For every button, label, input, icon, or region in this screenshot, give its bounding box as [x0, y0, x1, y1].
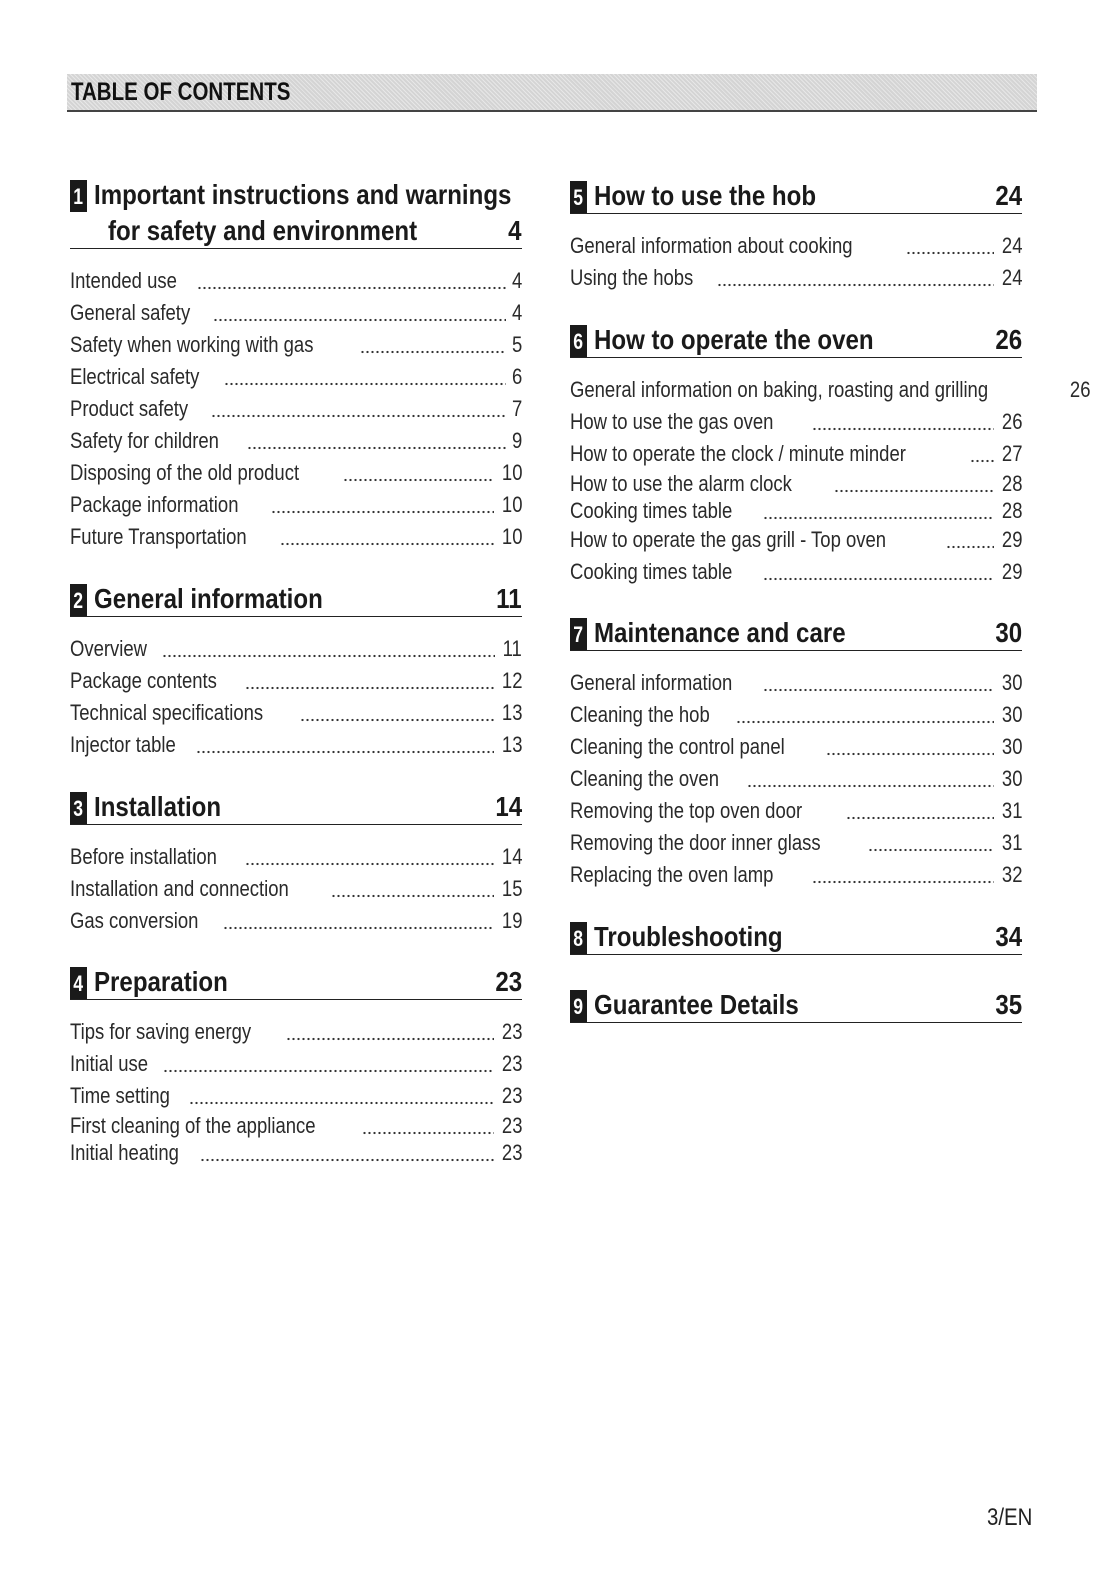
- toc-entry[interactable]: Replacing the oven lamp 32: [570, 862, 1022, 887]
- toc-entry[interactable]: Product safety 7: [70, 396, 522, 421]
- toc-entry[interactable]: Time setting 23: [70, 1083, 522, 1108]
- section-page: 23: [495, 966, 522, 997]
- toc-entry[interactable]: Cooking times table 29: [570, 559, 1022, 584]
- section-page: 14: [495, 791, 522, 822]
- section-title: How to operate the oven: [594, 324, 874, 355]
- section-items: [70, 841, 522, 937]
- toc-entry[interactable]: How to operate the gas grill - Top oven 29: [570, 527, 1022, 552]
- section-number-badge: 3: [70, 792, 87, 824]
- section-heading[interactable]: [70, 788, 522, 825]
- toc-entry[interactable]: Cleaning the control panel 30: [570, 734, 1022, 759]
- toc-section-8: [570, 918, 1022, 955]
- toc-entry[interactable]: Injector table 13: [70, 732, 522, 757]
- toc-section-2: [70, 580, 522, 761]
- section-items: [570, 374, 1091, 588]
- section-title: Troubleshooting: [594, 921, 783, 952]
- section-page: 30: [995, 617, 1022, 648]
- section-heading[interactable]: [70, 963, 522, 1000]
- section-items: [570, 230, 1022, 294]
- section-heading[interactable]: [570, 986, 1022, 1023]
- section-number-badge: 9: [570, 990, 587, 1022]
- section-heading[interactable]: [570, 918, 1022, 955]
- toc-entry[interactable]: Future Transportation 10: [70, 524, 522, 549]
- toc-section-7: [570, 614, 1022, 891]
- section-title: How to use the hob: [594, 180, 817, 211]
- section-page: 11: [496, 583, 522, 614]
- section-number-badge: 8: [570, 922, 587, 954]
- toc-entry[interactable]: Intended use 4: [70, 268, 522, 293]
- toc-entry[interactable]: General safety 4: [70, 300, 522, 325]
- toc-section-5: [570, 177, 1022, 294]
- page-number: 3/EN: [986, 1504, 1032, 1531]
- toc-section-4: [70, 963, 522, 1166]
- section-heading[interactable]: [570, 321, 1022, 358]
- toc-header-bar: [67, 74, 1037, 112]
- toc-entry[interactable]: Safety for children 9: [70, 428, 522, 453]
- toc-entry[interactable]: Overview 11: [70, 636, 522, 661]
- toc-entry[interactable]: Disposing of the old product 10: [70, 460, 522, 485]
- toc-entry[interactable]: Removing the door inner glass 31: [570, 830, 1022, 855]
- section-title: Important instructions and warnings: [94, 179, 512, 210]
- section-title: Maintenance and care: [594, 617, 846, 648]
- section-items: [570, 667, 1022, 891]
- toc-entry[interactable]: General information 30: [570, 670, 1022, 695]
- section-items: [70, 1016, 522, 1166]
- section-title: Guarantee Details: [594, 989, 799, 1020]
- toc-section-3: [70, 788, 522, 937]
- section-title: Preparation: [94, 966, 228, 997]
- toc-entry[interactable]: Cooking times table 28: [570, 497, 1022, 523]
- section-number-badge: 7: [570, 618, 587, 650]
- section-items: [70, 265, 522, 553]
- section-heading[interactable]: [570, 177, 1022, 214]
- toc-entry[interactable]: Package information 10: [70, 492, 522, 517]
- toc-entry[interactable]: Technical specifications 13: [70, 700, 522, 725]
- toc-entry[interactable]: Electrical safety 6: [70, 364, 522, 389]
- toc-header-title: TABLE OF CONTENTS: [71, 78, 291, 106]
- section-page: 4: [508, 215, 522, 246]
- section-page: 35: [995, 989, 1022, 1020]
- section-number-badge: 4: [70, 967, 87, 999]
- section-heading[interactable]: [70, 176, 522, 249]
- toc-entry[interactable]: Initial heating 23: [70, 1139, 522, 1165]
- toc-entry[interactable]: First cleaning of the appliance 23: [70, 1112, 522, 1138]
- toc-entry[interactable]: Tips for saving energy 23: [70, 1019, 522, 1044]
- toc-entry[interactable]: Safety when working with gas 5: [70, 332, 522, 357]
- section-number-badge: 2: [70, 584, 87, 616]
- section-number-badge: 1: [70, 180, 87, 212]
- toc-entry[interactable]: Gas conversion 19: [70, 908, 522, 933]
- toc-entry[interactable]: How to use the gas oven 26: [570, 409, 1022, 434]
- toc-entry[interactable]: How to operate the clock / minute minder 27: [570, 441, 1022, 466]
- toc-entry[interactable]: Package contents 12: [70, 668, 522, 693]
- section-page: 26: [995, 324, 1022, 355]
- toc-entry[interactable]: Cleaning the oven 30: [570, 766, 1022, 791]
- section-title: Installation: [94, 791, 222, 822]
- toc-entry[interactable]: General information on baking, roasting and grilling 26: [570, 377, 1091, 402]
- toc-section-9: [570, 986, 1022, 1023]
- toc-section-1: [70, 176, 522, 553]
- section-title-line2: for safety and environment: [108, 215, 418, 246]
- toc-entry[interactable]: How to use the alarm clock 28: [570, 470, 1022, 496]
- section-number-badge: 5: [570, 181, 587, 213]
- section-page: 34: [995, 921, 1022, 952]
- section-heading[interactable]: [570, 614, 1022, 651]
- section-page: 24: [995, 180, 1022, 211]
- toc-entry[interactable]: Initial use 23: [70, 1051, 522, 1076]
- toc-entry[interactable]: Cleaning the hob 30: [570, 702, 1022, 727]
- toc-section-6: [570, 321, 1091, 588]
- toc-entry[interactable]: General information about cooking 24: [570, 233, 1022, 258]
- toc-entry[interactable]: Removing the top oven door 31: [570, 798, 1022, 823]
- section-heading[interactable]: [70, 580, 522, 617]
- section-title: General information: [94, 583, 323, 614]
- toc-entry[interactable]: Before installation 14: [70, 844, 522, 869]
- section-number-badge: 6: [570, 325, 587, 357]
- section-items: [70, 633, 522, 761]
- toc-entry[interactable]: Installation and connection 15: [70, 876, 522, 901]
- toc-entry[interactable]: Using the hobs 24: [570, 265, 1022, 290]
